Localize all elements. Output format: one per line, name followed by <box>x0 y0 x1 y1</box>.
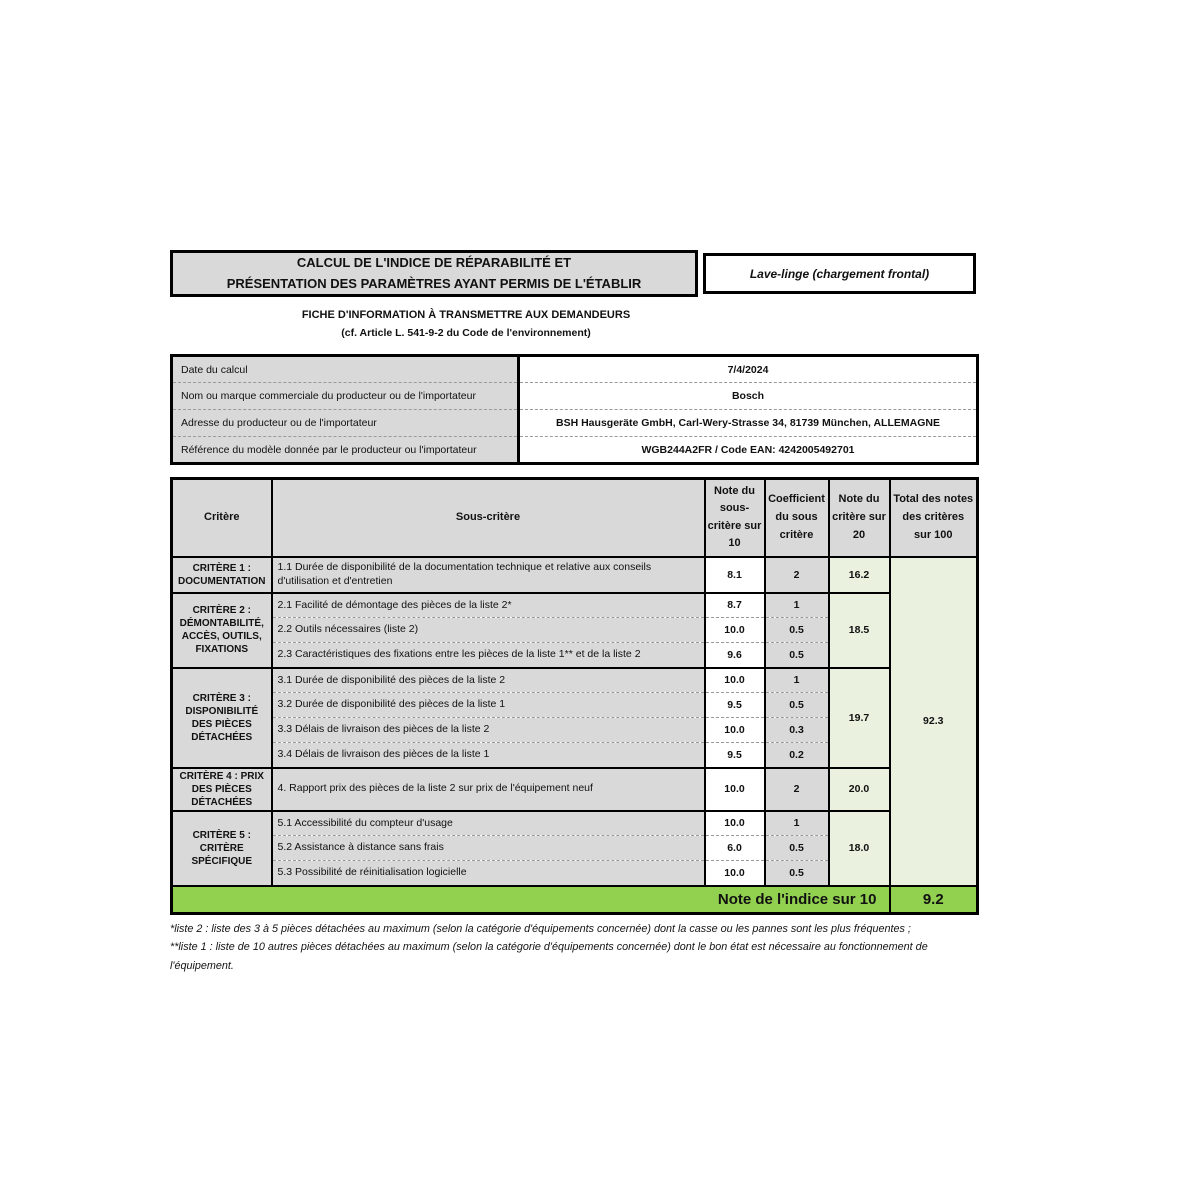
table-row <box>172 593 978 618</box>
info-table <box>170 354 979 465</box>
score-table-header-row <box>172 479 978 557</box>
criterion-4-score-cell: 20.0 <box>829 768 890 811</box>
coefficient-cell: 0.3 <box>765 718 829 743</box>
header-criterion: Critère <box>172 479 272 557</box>
criterion-5-score-cell: 18.0 <box>829 811 890 886</box>
criterion-1-score-cell: 16.2 <box>829 557 890 593</box>
sub-score-cell: 9.5 <box>705 693 765 718</box>
info-value: WGB244A2FR / Code EAN: 4242005492701 <box>519 437 978 464</box>
subtitle <box>170 309 762 339</box>
sub-score-cell: 8.7 <box>705 593 765 618</box>
total-score-cell: 92.3 <box>890 557 978 886</box>
coefficient-cell: 0.5 <box>765 693 829 718</box>
table-row <box>172 557 978 593</box>
info-label: Date du calcul <box>172 356 519 383</box>
info-label: Référence du modèle donnée par le producteur ou l'importateur <box>172 437 519 464</box>
coefficient-cell: 1 <box>765 811 829 836</box>
coefficient-cell: 1 <box>765 593 829 618</box>
subtitle-line-2: (cf. Article L. 541-9-2 du Code de l'environnement) <box>341 327 591 339</box>
info-row-reference <box>172 437 978 464</box>
sub-score-cell: 10.0 <box>705 861 765 886</box>
product-type-label: Lave-linge (chargement frontal) <box>749 266 930 281</box>
criterion-3-cell: CRITÈRE 3 : DISPONIBILITÉ DES PIÈCES DÉTACHÉES <box>172 668 272 768</box>
sub-criterion-cell: 2.3 Caractéristiques des fixations entre les pièces de la liste 1** et de la liste 2 <box>272 643 705 668</box>
final-score-row <box>172 886 978 914</box>
coefficient-cell: 0.5 <box>765 836 829 861</box>
coefficient-cell: 0.5 <box>765 643 829 668</box>
sub-score-cell: 8.1 <box>705 557 765 593</box>
footnote-liste2: *liste 2 : liste des 3 à 5 pièces détachées au maximum (selon la catégorie d'équipements concernée) dont la casse ou les pannes sont les plus fréquentes ; <box>170 923 911 935</box>
criterion-2-cell: CRITÈRE 2 : DÉMONTABILITÉ, ACCÈS, OUTILS, FIXATIONS <box>172 593 272 668</box>
product-type-box <box>703 253 976 294</box>
sub-score-cell: 10.0 <box>705 618 765 643</box>
header-sub-score: Note du sous-critère sur 10 <box>705 479 765 557</box>
sub-score-cell: 10.0 <box>705 768 765 811</box>
title-box <box>170 250 698 297</box>
coefficient-cell: 0.5 <box>765 861 829 886</box>
sub-criterion-cell: 2.1 Facilité de démontage des pièces de la liste 2* <box>272 593 705 618</box>
header-criterion-score: Note du critère sur 20 <box>829 479 890 557</box>
header-total: Total des notes des critères sur 100 <box>890 479 978 557</box>
coefficient-cell: 0.5 <box>765 618 829 643</box>
coefficient-cell: 1 <box>765 668 829 693</box>
criterion-1-cell: CRITÈRE 1 : DOCUMENTATION <box>172 557 272 593</box>
sub-score-cell: 6.0 <box>705 836 765 861</box>
info-value: 7/4/2024 <box>519 356 978 383</box>
document-page <box>170 250 976 975</box>
title-line-1: CALCUL DE L'INDICE DE RÉPARABILITÉ ET <box>296 255 572 271</box>
subtitle-line-1: FICHE D'INFORMATION À TRANSMETTRE AUX DEMANDEURS <box>301 309 631 321</box>
sub-criterion-cell: 3.4 Délais de livraison des pièces de la liste 1 <box>272 743 705 768</box>
sub-score-cell: 9.6 <box>705 643 765 668</box>
info-row-brand <box>172 383 978 410</box>
sub-criterion-cell: 3.3 Délais de livraison des pièces de la liste 2 <box>272 718 705 743</box>
criterion-5-cell: CRITÈRE 5 : CRITÈRE SPÉCIFIQUE <box>172 811 272 886</box>
final-score-value: 9.2 <box>890 886 978 914</box>
info-row-date <box>172 356 978 383</box>
coefficient-cell: 0.2 <box>765 743 829 768</box>
coefficient-cell: 2 <box>765 557 829 593</box>
sub-score-cell: 10.0 <box>705 811 765 836</box>
table-row <box>172 768 978 811</box>
sub-score-cell: 10.0 <box>705 668 765 693</box>
title-block <box>170 250 976 297</box>
sub-criterion-cell: 5.1 Accessibilité du compteur d'usage <box>272 811 705 836</box>
header-coefficient: Coefficient du sous critère <box>765 479 829 557</box>
sub-score-cell: 10.0 <box>705 718 765 743</box>
final-score-label: Note de l'indice sur 10 <box>172 886 890 914</box>
sub-criterion-cell: 3.2 Durée de disponibilité des pièces de la liste 1 <box>272 693 705 718</box>
criterion-2-score-cell: 18.5 <box>829 593 890 668</box>
criterion-3-score-cell: 19.7 <box>829 668 890 768</box>
footnotes <box>170 920 976 975</box>
sub-criterion-cell: 4. Rapport prix des pièces de la liste 2 sur prix de l'équipement neuf <box>272 768 705 811</box>
table-row <box>172 668 978 693</box>
sub-criterion-cell: 5.3 Possibilité de réinitialisation logicielle <box>272 861 705 886</box>
footnote-liste1: **liste 1 : liste de 10 autres pièces détachées au maximum (selon la catégorie d'équipements concernée) dont le bon état est nécessaire au fonctionnement de l'équipement. <box>170 941 928 972</box>
sub-criterion-cell: 5.2 Assistance à distance sans frais <box>272 836 705 861</box>
sub-criterion-cell: 3.1 Durée de disponibilité des pièces de la liste 2 <box>272 668 705 693</box>
sub-score-cell: 9.5 <box>705 743 765 768</box>
coefficient-cell: 2 <box>765 768 829 811</box>
info-value: Bosch <box>519 383 978 410</box>
criterion-4-cell: CRITÈRE 4 : PRIX DES PIÈCES DÉTACHÉES <box>172 768 272 811</box>
score-table <box>170 477 979 915</box>
table-row <box>172 811 978 836</box>
header-sub-criterion: Sous-critère <box>272 479 705 557</box>
info-row-address <box>172 410 978 437</box>
info-label: Adresse du producteur ou de l'importateur <box>172 410 519 437</box>
title-line-2: PRÉSENTATION DES PARAMÈTRES AYANT PERMIS DE L'ÉTABLIR <box>226 275 642 291</box>
info-value: BSH Hausgeräte GmbH, Carl-Wery-Strasse 34, 81739 München, ALLEMAGNE <box>519 410 978 437</box>
sub-criterion-cell: 2.2 Outils nécessaires (liste 2) <box>272 618 705 643</box>
sub-criterion-cell: 1.1 Durée de disponibilité de la documentation technique et relative aux conseils d'utilisation et d'entretien <box>272 557 705 593</box>
info-label: Nom ou marque commerciale du producteur ou de l'importateur <box>172 383 519 410</box>
